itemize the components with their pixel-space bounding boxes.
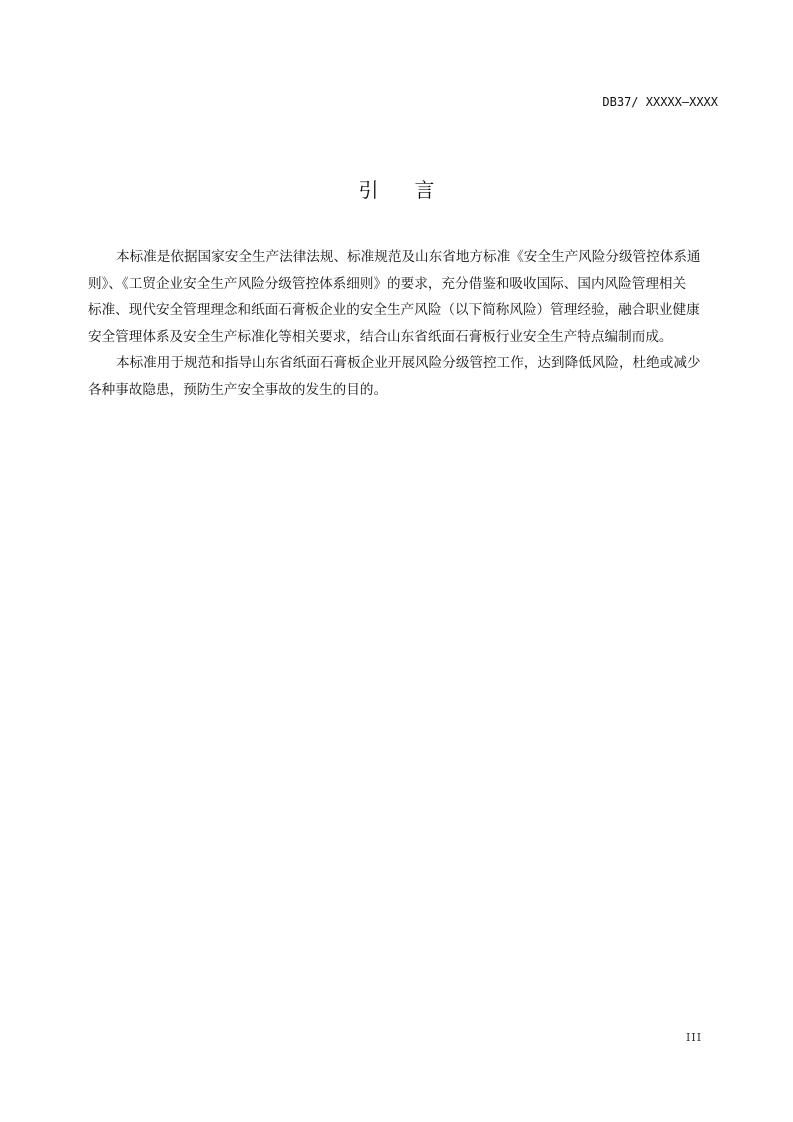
text-line: 标准、现代安全管理理念和纸面石膏板企业的安全生产风险（以下简称风险）管理经验，融合职业健康 xyxy=(88,302,700,318)
text-line: 各种事故隐患，预防生产安全事故的发生的目的。 xyxy=(88,381,388,398)
text-line: 本标准是依据国家安全生产法律法规、标准规范及山东省地方标准《安全生产风险分级管控体系通 xyxy=(116,249,701,265)
page-number: III xyxy=(686,1031,703,1044)
introduction-body xyxy=(88,244,728,403)
text-line: 则》、《工贸企业安全生产风险分级管控体系细则》的要求，充分借鉴和吸收国际、国内风险管理相关 xyxy=(88,275,687,292)
paragraph-1 xyxy=(88,244,728,350)
page-title xyxy=(0,174,793,203)
text-line: 本标准用于规范和指导山东省纸面石膏板企业开展风险分级管控工作，达到降低风险，杜绝或减少 xyxy=(116,355,701,371)
document-number-header: DB37/ XXXXX—XXXX xyxy=(602,95,718,109)
text-line: 安全管理体系及安全生产标准化等相关要求，结合山东省纸面石膏板行业安全生产特点编制而成。 xyxy=(88,328,673,345)
paragraph-2 xyxy=(88,350,728,403)
title-char: 引 xyxy=(358,178,379,202)
title-char: 言 xyxy=(414,178,435,202)
